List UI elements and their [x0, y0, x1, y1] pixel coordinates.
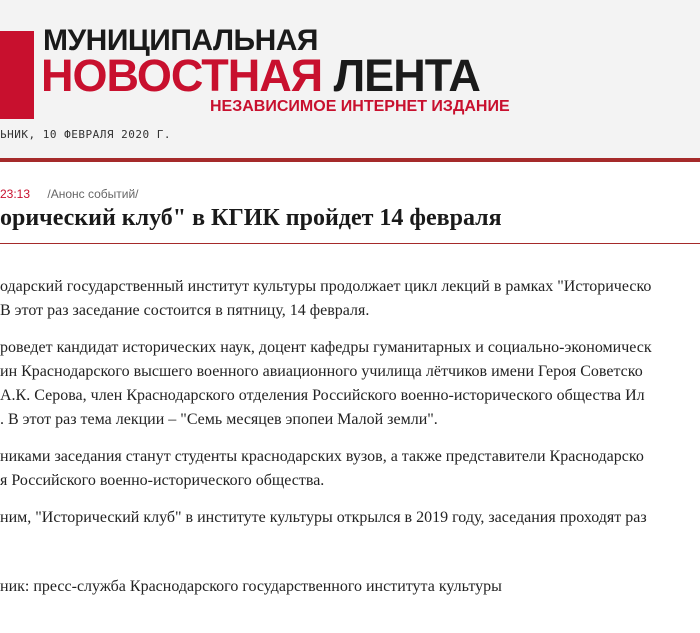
article-line: А.К. Серова, член Краснодарского отделения Российского военно-исторического общества Ил: [0, 387, 645, 404]
logo-tagline: НЕЗАВИСИМОЕ ИНТЕРНЕТ ИЗДАНИЕ: [210, 98, 510, 115]
title-divider: [0, 243, 700, 244]
article-line: я Российского военно-исторического общества.: [0, 472, 325, 489]
article-line: одарский государственный институт культуры продолжает цикл лекций в рамках "Историческо: [0, 278, 652, 295]
article-source-text: ник: пресс-служба Краснодарского государственного института культуры: [0, 578, 502, 595]
logo-mark[interactable]: [0, 31, 34, 119]
article-line: роведет кандидат исторических наук, доцент кафедры гуманитарных и социально-экономическ: [0, 339, 652, 356]
article-category-link[interactable]: /Анонс событий/: [47, 187, 139, 201]
article-paragraph: [0, 275, 700, 323]
site-header: [0, 0, 700, 162]
article-title: орический клуб" в КГИК пройдет 14 февраля: [0, 205, 502, 231]
logo-word-lenta: ЛЕНТА: [333, 50, 480, 101]
article-time: 23:13: [0, 187, 31, 201]
article-line: В этот раз заседание состоится в пятницу, 14 февраля.: [0, 302, 370, 319]
article-line: . В этот раз тема лекции – "Семь месяцев эпопеи Малой земли".: [0, 411, 438, 428]
logo-word-novostnaya: НОВОСТНАЯ: [41, 50, 323, 101]
article-source: [0, 575, 700, 599]
article-line: ин Краснодарского высшего военного авиационного училища лётчиков имени Героя Советско: [0, 363, 643, 380]
article-paragraph: [0, 506, 700, 530]
article-line: ним, "Исторический клуб" в институте культуры открылся в 2019 году, заседания проходят раз: [0, 509, 647, 526]
article-paragraph: [0, 336, 700, 432]
article-meta: [0, 187, 139, 201]
header-date: ЬНИК, 10 ФЕВРАЛЯ 2020 Г.: [0, 128, 171, 141]
article-line: никами заседания станут студенты краснодарских вузов, а также представители Краснодарско: [0, 448, 644, 465]
article-body: [0, 275, 700, 612]
article-paragraph: [0, 445, 700, 493]
logo-line1[interactable]: МУНИЦИПАЛЬНАЯ: [43, 24, 318, 57]
logo-line2[interactable]: [41, 50, 480, 102]
